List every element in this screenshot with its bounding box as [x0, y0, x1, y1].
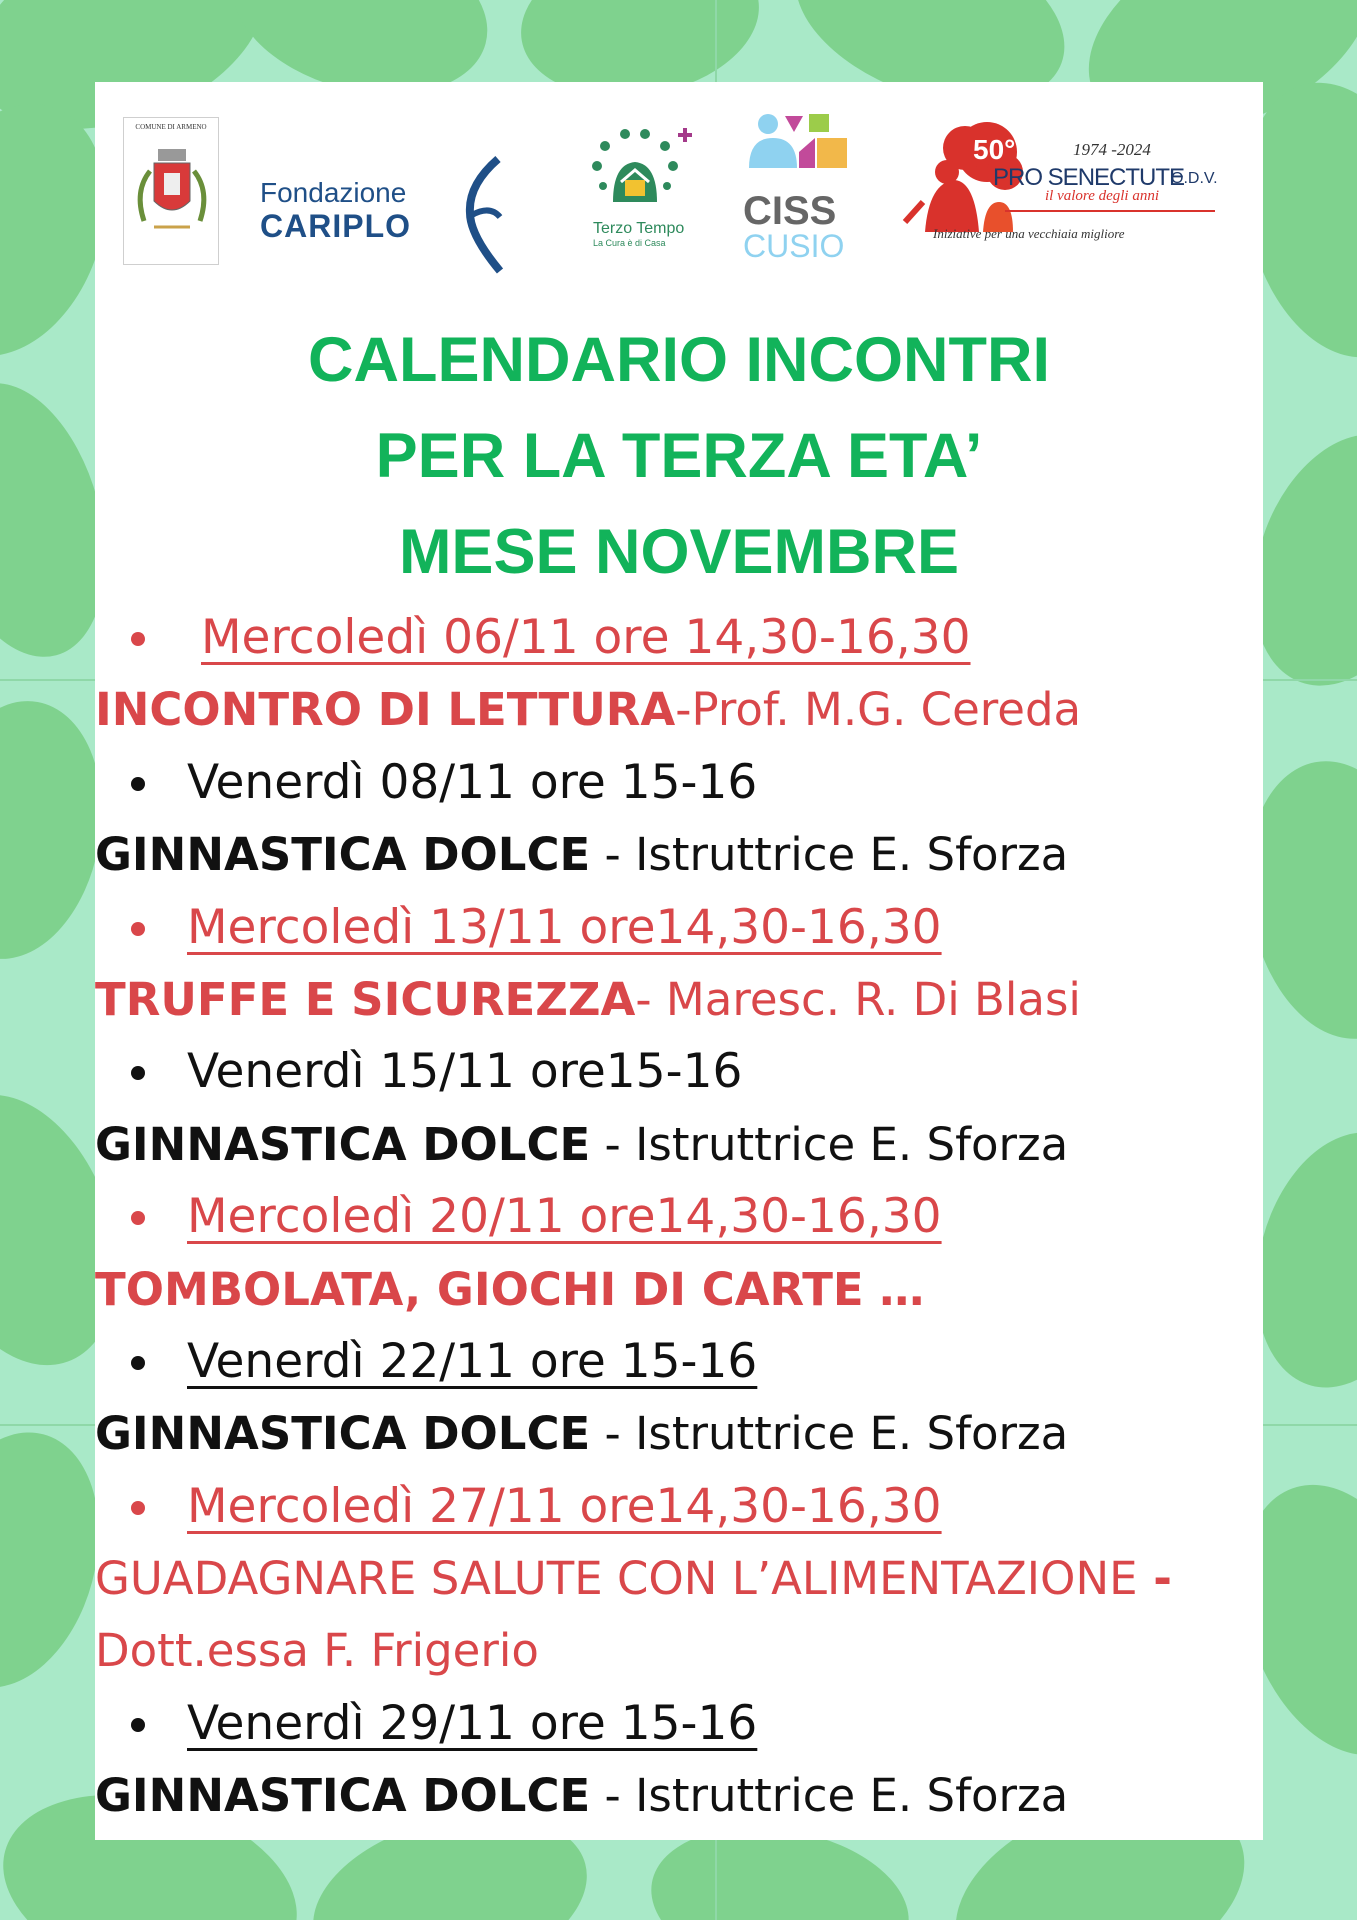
schedule-date-3: [95, 892, 1263, 964]
schedule-date-8: [95, 1688, 1263, 1760]
activity-detail: - Istruttrice E. Sforza: [590, 1117, 1069, 1171]
schedule-activity-6: [95, 1398, 1263, 1470]
cariplo-logo: [260, 177, 520, 277]
ciss-logo: [743, 112, 873, 272]
terzo-tempo-tagline: La Cura è di Casa: [593, 238, 666, 248]
title-line-2: PER LA TERZA ETA’: [375, 421, 983, 491]
cariplo-mark-icon: [460, 155, 505, 275]
pro-senectute-logo: [895, 122, 1235, 272]
pro-senectute-motto: il valore degli anni: [1045, 188, 1160, 204]
calendar-card: [95, 82, 1263, 1840]
pro-senectute-name: PRO SENECTUTE: [993, 164, 1185, 191]
date-text: Mercoledì 20/11 ore14,30-16,30: [187, 1189, 942, 1245]
activity-name: GINNASTICA DOLCE: [95, 1407, 591, 1461]
title-line-1: CALENDARIO INCONTRI: [308, 325, 1050, 395]
activity-detail: - Istruttrice E. Sforza: [590, 1407, 1069, 1461]
terzo-tempo-name: Terzo Tempo: [593, 220, 685, 237]
title-line-3: MESE NOVEMBRE: [398, 517, 960, 587]
pro-senectute-badge: 50°: [973, 134, 1016, 165]
schedule-activity-5: [95, 1254, 1263, 1326]
ciss-line1: CISS: [743, 189, 837, 233]
schedule-date-6: [95, 1326, 1263, 1398]
activity-name: GUADAGNARE SALUTE CON L’ALIMENTAZIONE: [95, 1552, 1138, 1606]
schedule-activity-4: [95, 1109, 1263, 1181]
coat-of-arms-icon: [124, 131, 220, 251]
pro-senectute-suffix: O.D.V.: [1171, 170, 1218, 187]
schedule-date-4: [95, 1036, 1263, 1108]
activity-detail: -Prof. M.G. Cereda: [675, 683, 1082, 737]
comune-caption: COMUNE DI ARMENO: [135, 123, 207, 131]
terzo-tempo-icon: [575, 124, 705, 216]
schedule-activity-2: [95, 819, 1263, 891]
pro-senectute-underline: [1005, 210, 1215, 212]
bullet-icon: [131, 1501, 145, 1515]
bullet-icon: [131, 922, 145, 936]
activity-dash: -: [1137, 1552, 1172, 1606]
comune-logo: [123, 117, 219, 265]
activity-name: GINNASTICA DOLCE: [95, 1117, 591, 1171]
schedule-date-7: [95, 1471, 1263, 1543]
schedule-date-2: [95, 747, 1263, 819]
schedule-activity-7: [95, 1543, 1263, 1615]
cariplo-line2: CARIPLO: [260, 208, 411, 244]
schedule-activity-7-detail: [95, 1615, 1263, 1687]
bullet-icon: [131, 777, 145, 791]
date-text: Mercoledì 13/11 ore14,30-16,30: [187, 899, 942, 955]
activity-name: INCONTRO DI LETTURA: [95, 683, 676, 737]
schedule-date-1: [95, 602, 1263, 674]
date-text: Venerdì 29/11 ore 15-16: [187, 1695, 758, 1751]
bullet-icon: [131, 632, 145, 646]
date-text: Mercoledì 27/11 ore14,30-16,30: [187, 1478, 942, 1534]
date-text: Venerdì 22/11 ore 15-16: [187, 1333, 758, 1389]
activity-detail: - Istruttrice E. Sforza: [590, 1769, 1069, 1823]
schedule-date-5: [95, 1181, 1263, 1253]
activity-detail: - Istruttrice E. Sforza: [590, 828, 1069, 882]
schedule-activity-1: [95, 674, 1263, 746]
page-title: [95, 312, 1263, 600]
activity-name: TOMBOLATA, GIOCHI DI CARTE …: [95, 1262, 925, 1316]
activity-name: GINNASTICA DOLCE: [95, 1769, 591, 1823]
date-text: Venerdì 08/11 ore 15-16: [187, 754, 758, 810]
terzo-tempo-logo: [575, 124, 705, 264]
schedule-activity-8: [95, 1760, 1263, 1832]
pro-senectute-slogan: Iniziative per una vecchiaia migliore: [933, 226, 1125, 241]
date-text: Mercoledì 06/11 ore 14,30-16,30: [201, 610, 971, 665]
schedule-activity-3: [95, 964, 1263, 1036]
bullet-icon: [131, 1718, 145, 1732]
activity-name: GINNASTICA DOLCE: [95, 828, 591, 882]
ciss-shapes-icon: [743, 112, 873, 192]
bullet-icon: [131, 1211, 145, 1225]
schedule-list: [95, 602, 1263, 1833]
activity-detail: Dott.essa F. Frigerio: [95, 1624, 539, 1678]
activity-name: TRUFFE E SICUREZZA: [95, 972, 636, 1026]
cariplo-line1: Fondazione: [260, 177, 407, 208]
ciss-line2: CUSIO: [743, 228, 845, 264]
sponsor-logos: [95, 82, 1263, 292]
bullet-icon: [131, 1066, 145, 1080]
date-text: Venerdì 15/11 ore15-16: [187, 1044, 743, 1100]
bullet-icon: [131, 1356, 145, 1370]
activity-detail: - Maresc. R. Di Blasi: [635, 972, 1081, 1026]
pro-senectute-years: 1974 -2024: [1073, 140, 1151, 159]
